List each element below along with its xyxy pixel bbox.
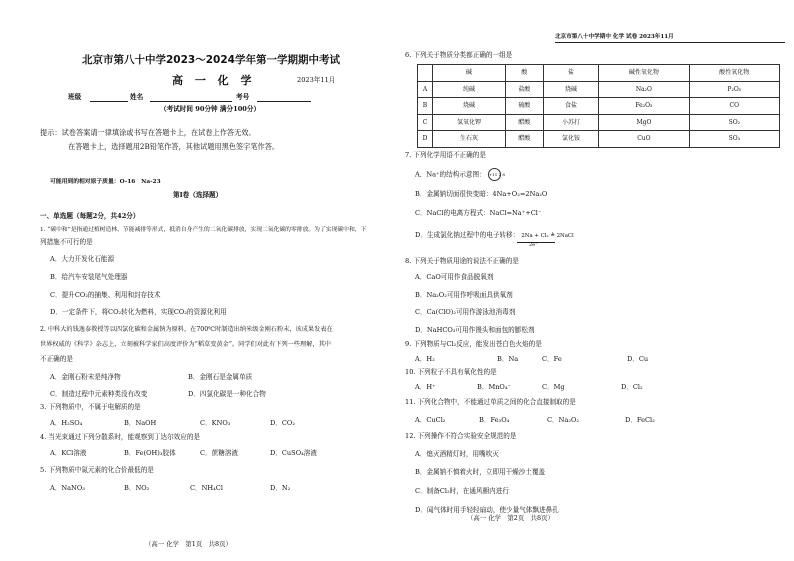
classification-table: [417, 64, 780, 148]
q7-option-c[interactable]: C．NaCl的电离方程式：NaCl=Na⁺+Cl⁻: [415, 209, 542, 217]
tip-line-2: 在答题卡上，选择题用2B铅笔作答，其他试题用黑色签字笔作答。: [68, 142, 280, 151]
q8-stem: 8. 下列关于物质用途的说法不正确的是: [405, 257, 519, 265]
q2-line-3: 不正确的是: [40, 355, 73, 363]
q2-option-b[interactable]: B．金刚石是金属单质: [188, 373, 253, 381]
q2-line-1: 2. 中科大的钱逸泰教授等以四氯化碳和金属钠为原料，在700℃时制造出纳米级金刚石粉末，该成果发表在: [40, 326, 333, 333]
table-cell: B: [418, 98, 433, 115]
q10-stem: 10. 下列粒子不具有氧化性的是: [405, 368, 497, 376]
q3-option-b[interactable]: B．NaOH: [124, 419, 157, 427]
section-title: 一、单选题（每题2分，共42分）: [40, 212, 140, 220]
q7-equation: 2Na + Cl₂ ≜ 2NaCl: [521, 233, 574, 239]
q12-option-a[interactable]: A．熄灭酒精灯时，用嘴吹灭: [415, 450, 499, 458]
q4-option-b[interactable]: B．Fe(OH)₃胶体: [124, 449, 176, 457]
table-cell: Fe₂O₃: [599, 98, 689, 115]
q7-stem: 7. 下列化学用语不正确的是: [405, 151, 486, 159]
table-cell: 烧碱: [543, 81, 598, 98]
q7-option-a-text: A．Na⁺的结构示意图：: [415, 170, 486, 179]
q12-option-d[interactable]: D．闻气体时用手轻轻扇动，使少量气体飘进鼻孔: [415, 506, 559, 514]
q5-option-a[interactable]: A．NaNO₃: [50, 484, 85, 492]
q2-option-a[interactable]: A．金刚石粉末是纯净物: [50, 373, 121, 381]
table-cell: D: [418, 131, 433, 148]
q11-option-d[interactable]: D．FeCl₂: [625, 416, 655, 424]
table-cell: 纯碱: [433, 81, 506, 98]
tip-line-1: 提示：试卷答案请一律填涂或书写在答题卡上，在试卷上作答无效。: [40, 128, 256, 137]
q3-stem: 3. 下列物质中，不属于电解质的是: [40, 403, 141, 411]
q11-stem: 11. 下列化合物中，不能通过单质之间的化合直接制取的是: [405, 398, 576, 406]
q4-option-a[interactable]: A．KCl溶液: [50, 449, 87, 457]
table-header-cell: 酸性氧化物: [689, 65, 779, 82]
q12-option-b[interactable]: B．金属钠不慎着火时，立即用干燥沙土覆盖: [415, 468, 546, 476]
q5-option-b[interactable]: B．NO₂: [124, 484, 150, 492]
table-cell: Na₂O: [599, 81, 689, 98]
q1-option-b[interactable]: B．给汽车安装尾气处理器: [50, 273, 128, 281]
header-right: 北京市第八十中学期中 化学 试卷 2023年11月: [555, 34, 674, 40]
table-cell: SO₃: [689, 131, 779, 148]
q9-option-b[interactable]: B．Na: [497, 355, 519, 363]
q10-option-d[interactable]: D．Cl₂: [621, 383, 643, 391]
q11-option-c[interactable]: C．Na₂O₂: [547, 416, 580, 424]
q8-option-d[interactable]: D．NaHCO₃可用作馒头和面包的膨松剂: [415, 326, 535, 334]
exam-subtitle: 高 一 化 学: [172, 74, 256, 87]
table-row[interactable]: [418, 114, 780, 131]
table-cell: 醋酸: [505, 131, 543, 148]
exam-no-blank[interactable]: [257, 101, 311, 102]
q11-option-a[interactable]: A．CuCl₂: [415, 416, 446, 424]
q9-stem: 9. 下列物质与Cl₂反应，能发出苍白色火焰的是: [405, 340, 542, 348]
exam-no-label: 考号: [236, 93, 250, 101]
q12-option-c[interactable]: C．制备Cl₂时，在通风橱内进行: [415, 487, 509, 495]
q11-option-b[interactable]: B．Fe₃O₄: [479, 416, 510, 424]
q10-option-b[interactable]: B．MnO₄⁻: [477, 383, 511, 391]
q4-stem: 4. 当光束通过下列分散系时，能观察到丁达尔效应的是: [40, 433, 201, 441]
atomic-masses: 可能用到的相对原子质量：O-16 Na-23: [50, 179, 161, 185]
sodium-ion-diagram-icon: +11 2 8: [488, 168, 501, 181]
q8-option-c[interactable]: C．Ca(ClO)₂可用作游泳池消毒剂: [415, 308, 516, 316]
table-cell: 硫酸: [505, 98, 543, 115]
table-cell: 氢氧化钾: [433, 114, 506, 131]
q8-option-a[interactable]: A．CaO可用作食品脱氧剂: [415, 273, 494, 281]
right-page: [397, 0, 794, 561]
table-header-cell: 盐: [543, 65, 598, 82]
exam-date: 2023年11月: [297, 76, 336, 84]
q1-option-d[interactable]: D．一定条件下，将CO₂转化为燃料，实现CO₂的资源化利用: [50, 308, 227, 316]
exam-time: （考试时间 90分钟 满分100分）: [160, 105, 261, 113]
q7-electron-transfer: 2e⁻: [529, 242, 538, 248]
exam-title: 北京市第八十中学2023～2024学年第一学期期中考试: [82, 54, 340, 66]
q7-option-b[interactable]: B．金属钠切面很快变暗：4Na+O₂=2Na₂O: [415, 190, 548, 198]
q3-option-a[interactable]: A．H₂SO₄: [50, 419, 83, 427]
q3-option-c[interactable]: C．KNO₃: [200, 419, 231, 427]
table-row[interactable]: [418, 81, 780, 98]
q7-option-d[interactable]: [415, 232, 574, 240]
table-cell: 小苏打: [543, 114, 598, 131]
table-cell: 醋酸: [505, 114, 543, 131]
name-blank[interactable]: [150, 101, 232, 102]
table-cell: 烧碱: [433, 98, 506, 115]
table-cell: 生石灰: [433, 131, 506, 148]
q4-option-c[interactable]: C．蔗糖溶液: [200, 449, 239, 457]
table-cell: 食盐: [543, 98, 598, 115]
q5-option-c[interactable]: C．NH₄Cl: [190, 484, 223, 492]
q9-option-c[interactable]: C．Fe: [542, 355, 562, 363]
q1-line-2: 列措施不可行的是: [40, 238, 93, 246]
left-footer: （高一 化学 第1页 共8页）: [145, 540, 232, 548]
q1-line-1: 1. “碳中和”是指通过植树造林、节能减排等形式，抵消自身产生的二氧化碳排放，实现二氧化碳的零排放。为了实现碳中和，下: [40, 227, 367, 233]
class-label: 班级: [68, 93, 82, 101]
volume-title: 第Ⅰ卷（选择题）: [173, 191, 223, 199]
table-cell: SO₂: [689, 114, 779, 131]
table-cell: 氯化铵: [543, 131, 598, 148]
q9-option-d[interactable]: D．Cu: [627, 355, 649, 363]
table-header-cell: 碱性氧化物: [599, 65, 689, 82]
q9-option-a[interactable]: A．H₂: [415, 355, 435, 363]
table-cell: 盐酸: [505, 81, 543, 98]
q6-stem: 6. 下列关于物质分类都正确的一组是: [405, 51, 513, 59]
q1-option-c[interactable]: C．提升CO₂的捕集、利用和封存技术: [50, 291, 161, 299]
table-cell: A: [418, 81, 433, 98]
table-header-cell: 碱: [433, 65, 506, 82]
table-cell: C: [418, 114, 433, 131]
q4-option-d[interactable]: D．CuSO₄溶液: [270, 449, 317, 457]
table-cell: CO: [689, 98, 779, 115]
class-blank[interactable]: [90, 101, 128, 102]
q2-line-2: 世界权威的《科学》杂志上，立刻被科学家们高度评价为“稻草变黄金”。同学们对此有下列一些理解，其中: [40, 341, 331, 348]
table-cell: CuO: [599, 131, 689, 148]
table-header-row: [418, 65, 780, 82]
q3-option-d[interactable]: D．CO₂: [270, 419, 295, 427]
table-row[interactable]: [418, 131, 780, 148]
q8-option-b[interactable]: B．Na₂O₂可用作呼吸面具供氧剂: [415, 291, 513, 299]
q10-option-a[interactable]: A．H⁺: [415, 383, 436, 391]
q2-option-d[interactable]: D．四氯化碳是一种化合物: [188, 390, 266, 398]
electron-transfer-arrow: [517, 242, 555, 243]
table-cell: P₂O₅: [689, 81, 779, 98]
q5-option-d[interactable]: D．N₂: [270, 484, 291, 492]
name-label: 姓名: [130, 93, 144, 101]
q12-stem: 12. 下列操作不符合实验安全规范的是: [405, 432, 517, 440]
q7-option-a[interactable]: [415, 168, 505, 181]
table-cell: MgO: [599, 114, 689, 131]
q7-option-d-text: D．生成氯化钠过程中的电子转移：: [415, 231, 520, 239]
table-header-cell: 酸: [505, 65, 543, 82]
q2-option-c[interactable]: C．制造过程中元素种类没有改变: [50, 390, 148, 398]
table-row[interactable]: [418, 98, 780, 115]
q10-option-c[interactable]: C．Mg: [542, 383, 565, 391]
table-header-cell: [418, 65, 433, 82]
q1-option-a[interactable]: A．大力开发化石能源: [50, 255, 115, 263]
right-footer: （高一 化学 第2页 共8页）: [467, 514, 554, 522]
q5-stem: 5. 下列物质中氮元素的化合价最低的是: [40, 466, 154, 474]
